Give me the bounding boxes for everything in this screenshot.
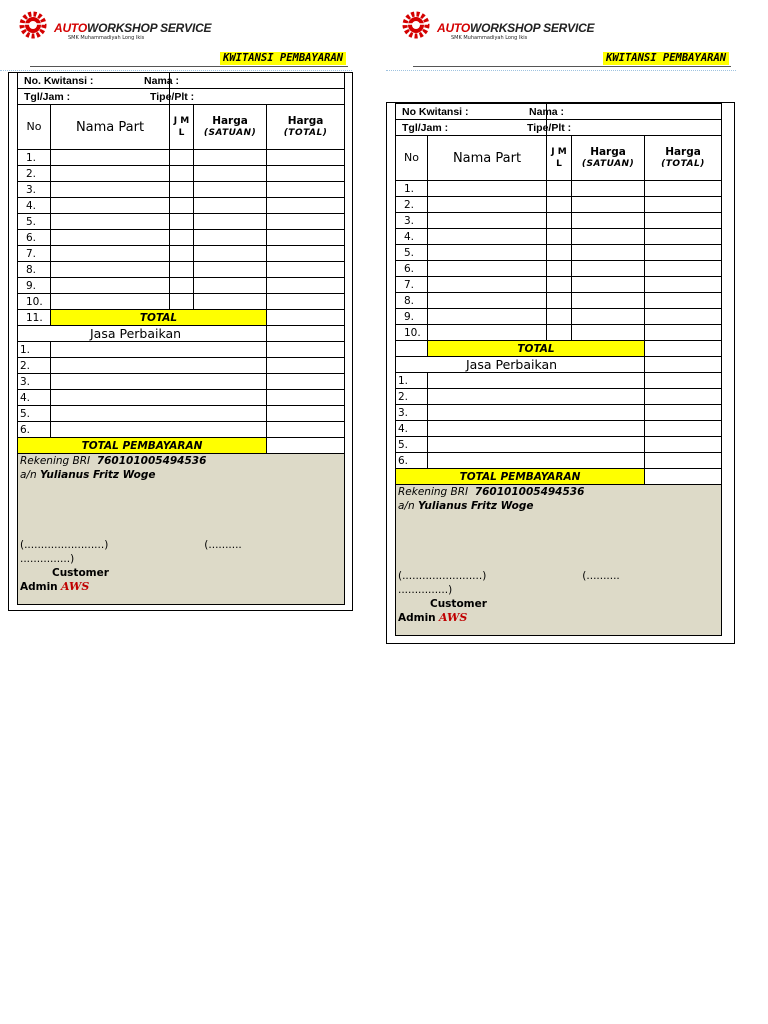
signature-customer: (........................) xyxy=(398,570,487,582)
part-name-cell[interactable] xyxy=(428,293,547,309)
col-harga-satuan-header: Harga (SATUAN) xyxy=(194,105,267,150)
rekening-label: Rekening BRI xyxy=(20,455,91,467)
part-row xyxy=(396,181,722,197)
part-name-cell[interactable] xyxy=(428,213,547,229)
part-total-price-cell[interactable] xyxy=(267,278,345,294)
part-qty-cell[interactable] xyxy=(170,150,194,166)
aws-mark: AWS xyxy=(439,611,468,624)
part-unit-price-cell[interactable] xyxy=(194,182,267,198)
jasa-row xyxy=(396,453,722,469)
part-unit-price-cell[interactable] xyxy=(572,245,645,261)
brand-auto-text: AUTO xyxy=(54,21,87,35)
total-no: 11. xyxy=(18,310,51,326)
rekening-number: 760101005494536 xyxy=(96,455,207,467)
jasa-row xyxy=(18,406,345,422)
signature-customer: (........................) xyxy=(20,539,109,551)
part-total-price-cell[interactable] xyxy=(267,262,345,278)
jasa-row-number: 1. xyxy=(18,342,51,358)
part-row-number: 10. xyxy=(396,325,428,341)
brand-subtitle: SMK Muhammadiyah Long Ikis xyxy=(68,35,145,41)
jasa-row-number: 3. xyxy=(18,374,51,390)
col-harga-total-header: Harga (TOTAL) xyxy=(645,136,722,181)
receipt-table xyxy=(17,72,345,605)
admin-label: Admin xyxy=(20,581,58,593)
receipt-no-label: No. Kwitansi : xyxy=(18,73,170,89)
part-unit-price-cell[interactable] xyxy=(194,294,267,310)
part-total-price-cell[interactable] xyxy=(267,166,345,182)
part-total-price-cell[interactable] xyxy=(645,309,722,325)
part-qty-cell[interactable] xyxy=(170,294,194,310)
part-row-number: 2. xyxy=(18,166,51,182)
part-name-cell[interactable] xyxy=(428,261,547,277)
part-row xyxy=(396,229,722,245)
part-name-cell[interactable] xyxy=(51,230,170,246)
jasa-description-cell[interactable] xyxy=(51,358,267,374)
part-name-cell[interactable] xyxy=(51,182,170,198)
jasa-row-number: 6. xyxy=(396,453,428,469)
signature-admin: (.......... xyxy=(582,570,620,582)
dotted-separator xyxy=(0,70,352,71)
part-row xyxy=(18,182,345,198)
part-qty-cell[interactable] xyxy=(547,261,572,277)
total-pembayaran-label: TOTAL PEMBAYARAN xyxy=(18,438,267,454)
part-name-cell[interactable] xyxy=(428,229,547,245)
jasa-row-number: 5. xyxy=(18,406,51,422)
total-label: TOTAL xyxy=(428,341,645,357)
part-qty-cell[interactable] xyxy=(547,229,572,245)
customer-label: Customer xyxy=(430,598,487,610)
part-total-price-cell[interactable] xyxy=(267,294,345,310)
part-row-number: 1. xyxy=(18,150,51,166)
signature-admin: (.......... xyxy=(204,539,242,551)
jasa-row xyxy=(396,373,722,389)
part-row-number: 7. xyxy=(396,277,428,293)
brand-subtitle: SMK Muhammadiyah Long Ikis xyxy=(451,35,528,41)
logo xyxy=(401,10,594,41)
part-qty-cell[interactable] xyxy=(547,181,572,197)
tipe-label: Tipe/Plt : xyxy=(150,90,195,103)
jasa-description-cell[interactable] xyxy=(51,342,267,358)
part-total-price-cell[interactable] xyxy=(645,245,722,261)
header-underline xyxy=(413,66,731,67)
part-row xyxy=(18,166,345,182)
part-row xyxy=(396,293,722,309)
part-name-cell[interactable] xyxy=(428,325,547,341)
part-total-price-cell[interactable] xyxy=(267,246,345,262)
dotted-separator xyxy=(386,70,736,71)
jasa-description-cell[interactable] xyxy=(428,405,645,421)
part-name-cell[interactable] xyxy=(428,245,547,261)
jasa-price-cell[interactable] xyxy=(267,374,345,390)
jasa-price-cell[interactable] xyxy=(645,453,722,469)
part-unit-price-cell[interactable] xyxy=(572,325,645,341)
jasa-price-cell[interactable] xyxy=(267,342,345,358)
jasa-row-number: 5. xyxy=(396,437,428,453)
total-value[interactable] xyxy=(645,341,722,357)
part-row-number: 1. xyxy=(396,181,428,197)
part-row xyxy=(18,294,345,310)
jasa-label: Jasa Perbaikan xyxy=(396,357,645,373)
jasa-description-cell[interactable] xyxy=(51,406,267,422)
col-harga-total-header: Harga (TOTAL) xyxy=(267,105,345,150)
part-name-cell[interactable] xyxy=(428,309,547,325)
jasa-row-number: 2. xyxy=(18,358,51,374)
admin-label: Admin xyxy=(398,612,436,624)
nama-label: Nama : xyxy=(529,105,565,118)
part-row-number: 5. xyxy=(396,245,428,261)
part-row-number: 6. xyxy=(18,230,51,246)
part-qty-cell[interactable] xyxy=(170,166,194,182)
brand-auto-text: AUTO xyxy=(437,21,470,35)
jasa-price-cell[interactable] xyxy=(267,390,345,406)
part-unit-price-cell[interactable] xyxy=(572,197,645,213)
part-row-number: 8. xyxy=(18,262,51,278)
gear-logo-icon xyxy=(401,10,431,40)
jasa-row xyxy=(396,421,722,437)
part-qty-cell[interactable] xyxy=(170,198,194,214)
rekening-number: 760101005494536 xyxy=(474,486,585,498)
total-pembayaran-label: TOTAL PEMBAYARAN xyxy=(396,469,645,485)
part-name-cell[interactable] xyxy=(428,197,547,213)
part-total-price-cell[interactable] xyxy=(645,325,722,341)
part-qty-cell[interactable] xyxy=(170,262,194,278)
part-row-number: 4. xyxy=(18,198,51,214)
total-pembayaran-value[interactable] xyxy=(267,438,345,454)
part-qty-cell[interactable] xyxy=(547,245,572,261)
part-unit-price-cell[interactable] xyxy=(572,277,645,293)
part-row-number: 7. xyxy=(18,246,51,262)
jasa-price-cell[interactable] xyxy=(645,373,722,389)
part-unit-price-cell[interactable] xyxy=(572,261,645,277)
signature-admin-cont: ...............) xyxy=(398,584,453,596)
jasa-description-cell[interactable] xyxy=(428,437,645,453)
part-row xyxy=(18,214,345,230)
jasa-row xyxy=(18,358,345,374)
jasa-description-cell[interactable] xyxy=(428,389,645,405)
part-row-number: 4. xyxy=(396,229,428,245)
part-unit-price-cell[interactable] xyxy=(572,309,645,325)
part-total-price-cell[interactable] xyxy=(267,150,345,166)
signature-admin-cont: ...............) xyxy=(20,553,75,565)
part-name-cell[interactable] xyxy=(51,246,170,262)
jasa-row xyxy=(18,374,345,390)
part-row-number: 3. xyxy=(18,182,51,198)
receipt-table xyxy=(395,103,722,636)
part-row xyxy=(18,246,345,262)
jasa-description-cell[interactable] xyxy=(51,422,267,438)
header-underline xyxy=(30,66,348,67)
part-total-price-cell[interactable] xyxy=(645,261,722,277)
jasa-price-cell[interactable] xyxy=(645,437,722,453)
part-qty-cell[interactable] xyxy=(170,182,194,198)
part-qty-cell[interactable] xyxy=(170,246,194,262)
part-qty-cell[interactable] xyxy=(547,325,572,341)
jasa-description-cell[interactable] xyxy=(51,390,267,406)
total-pembayaran-value[interactable] xyxy=(645,469,722,485)
part-row-number: 9. xyxy=(396,309,428,325)
part-qty-cell[interactable] xyxy=(170,214,194,230)
receipt-no-label: No Kwitansi : xyxy=(396,104,547,120)
part-row xyxy=(18,150,345,166)
logo xyxy=(18,10,211,41)
jasa-row-number: 4. xyxy=(396,421,428,437)
jasa-row-number: 2. xyxy=(396,389,428,405)
jasa-row xyxy=(396,437,722,453)
total-label: TOTAL xyxy=(51,310,267,326)
part-row-number: 2. xyxy=(396,197,428,213)
part-row-number: 9. xyxy=(18,278,51,294)
part-qty-cell[interactable] xyxy=(547,197,572,213)
jasa-row-number: 3. xyxy=(396,405,428,421)
jasa-row-number: 4. xyxy=(18,390,51,406)
part-unit-price-cell[interactable] xyxy=(194,230,267,246)
part-row-number: 3. xyxy=(396,213,428,229)
part-row xyxy=(396,261,722,277)
jasa-description-cell[interactable] xyxy=(428,421,645,437)
jasa-price-cell[interactable] xyxy=(267,406,345,422)
jasa-description-cell[interactable] xyxy=(428,373,645,389)
part-qty-cell[interactable] xyxy=(547,277,572,293)
part-unit-price-cell[interactable] xyxy=(194,150,267,166)
part-unit-price-cell[interactable] xyxy=(194,262,267,278)
part-unit-price-cell[interactable] xyxy=(572,181,645,197)
part-total-price-cell[interactable] xyxy=(645,229,722,245)
nama-label: Nama : xyxy=(144,74,180,87)
tipe-label: Tipe/Plt : xyxy=(527,121,572,134)
part-row xyxy=(18,230,345,246)
part-unit-price-cell[interactable] xyxy=(194,166,267,182)
part-row xyxy=(18,278,345,294)
jasa-row xyxy=(18,422,345,438)
part-unit-price-cell[interactable] xyxy=(194,214,267,230)
part-unit-price-cell[interactable] xyxy=(194,198,267,214)
receipt-title: KWITANSI PEMBAYARAN xyxy=(220,52,346,65)
tgl-label: Tgl/Jam : xyxy=(396,120,547,136)
part-qty-cell[interactable] xyxy=(170,278,194,294)
part-name-cell[interactable] xyxy=(51,198,170,214)
part-total-price-cell[interactable] xyxy=(267,182,345,198)
part-name-cell[interactable] xyxy=(51,214,170,230)
jasa-label: Jasa Perbaikan xyxy=(18,326,267,342)
part-name-cell[interactable] xyxy=(51,278,170,294)
part-qty-cell[interactable] xyxy=(170,230,194,246)
gear-logo-icon xyxy=(18,10,48,40)
part-row-number: 5. xyxy=(18,214,51,230)
part-total-price-cell[interactable] xyxy=(645,277,722,293)
customer-label: Customer xyxy=(52,567,109,579)
receipt-title: KWITANSI PEMBAYARAN xyxy=(603,52,729,65)
part-total-price-cell[interactable] xyxy=(267,230,345,246)
rekening-label: Rekening BRI xyxy=(398,486,469,498)
jasa-description-cell[interactable] xyxy=(51,374,267,390)
part-total-price-cell[interactable] xyxy=(645,213,722,229)
part-row xyxy=(18,198,345,214)
part-name-cell[interactable] xyxy=(51,294,170,310)
part-row xyxy=(396,245,722,261)
brand-name-text: WORKSHOP SERVICE xyxy=(469,21,595,35)
col-harga-satuan-header: Harga (SATUAN) xyxy=(572,136,645,181)
aws-mark: AWS xyxy=(61,580,90,593)
part-total-price-cell[interactable] xyxy=(645,293,722,309)
jasa-price-cell[interactable] xyxy=(267,422,345,438)
col-no-header: No xyxy=(18,105,51,150)
total-value[interactable] xyxy=(267,310,345,326)
part-name-cell[interactable] xyxy=(51,262,170,278)
part-name-cell[interactable] xyxy=(428,181,547,197)
part-unit-price-cell[interactable] xyxy=(194,246,267,262)
part-row xyxy=(396,325,722,341)
part-row xyxy=(18,262,345,278)
part-row xyxy=(396,213,722,229)
jasa-row-number: 1. xyxy=(396,373,428,389)
col-nama-header: Nama Part xyxy=(428,136,547,181)
jasa-row xyxy=(18,390,345,406)
payment-box xyxy=(396,485,722,636)
part-row xyxy=(396,309,722,325)
part-unit-price-cell[interactable] xyxy=(194,278,267,294)
part-row xyxy=(396,277,722,293)
col-no-header: No xyxy=(396,136,428,181)
part-qty-cell[interactable] xyxy=(547,213,572,229)
account-name: Yulianus Fritz Woge xyxy=(417,500,534,512)
an-label: a/n xyxy=(398,500,415,512)
jasa-price-cell[interactable] xyxy=(267,358,345,374)
jasa-price-cell[interactable] xyxy=(645,405,722,421)
part-qty-cell[interactable] xyxy=(547,293,572,309)
jasa-description-cell[interactable] xyxy=(428,453,645,469)
payment-box xyxy=(18,454,345,605)
col-nama-header: Nama Part xyxy=(51,105,170,150)
part-name-cell[interactable] xyxy=(51,150,170,166)
jasa-row xyxy=(18,342,345,358)
an-label: a/n xyxy=(20,469,37,481)
jasa-row xyxy=(396,405,722,421)
part-unit-price-cell[interactable] xyxy=(572,229,645,245)
tgl-label: Tgl/Jam : xyxy=(18,89,170,105)
col-jml-header: J M L xyxy=(547,136,572,181)
part-total-price-cell[interactable] xyxy=(645,197,722,213)
part-row xyxy=(396,197,722,213)
part-unit-price-cell[interactable] xyxy=(572,213,645,229)
jasa-price-cell[interactable] xyxy=(645,421,722,437)
jasa-row xyxy=(396,389,722,405)
col-jml-header: J M L xyxy=(170,105,194,150)
part-name-cell[interactable] xyxy=(51,166,170,182)
part-total-price-cell[interactable] xyxy=(267,198,345,214)
account-name: Yulianus Fritz Woge xyxy=(39,469,156,481)
jasa-price-cell[interactable] xyxy=(645,389,722,405)
part-row-number: 10. xyxy=(18,294,51,310)
part-unit-price-cell[interactable] xyxy=(572,293,645,309)
part-row-number: 8. xyxy=(396,293,428,309)
part-total-price-cell[interactable] xyxy=(267,214,345,230)
part-total-price-cell[interactable] xyxy=(645,181,722,197)
jasa-row-number: 6. xyxy=(18,422,51,438)
part-name-cell[interactable] xyxy=(428,277,547,293)
part-row-number: 6. xyxy=(396,261,428,277)
part-qty-cell[interactable] xyxy=(547,309,572,325)
brand-name-text: WORKSHOP SERVICE xyxy=(86,21,212,35)
